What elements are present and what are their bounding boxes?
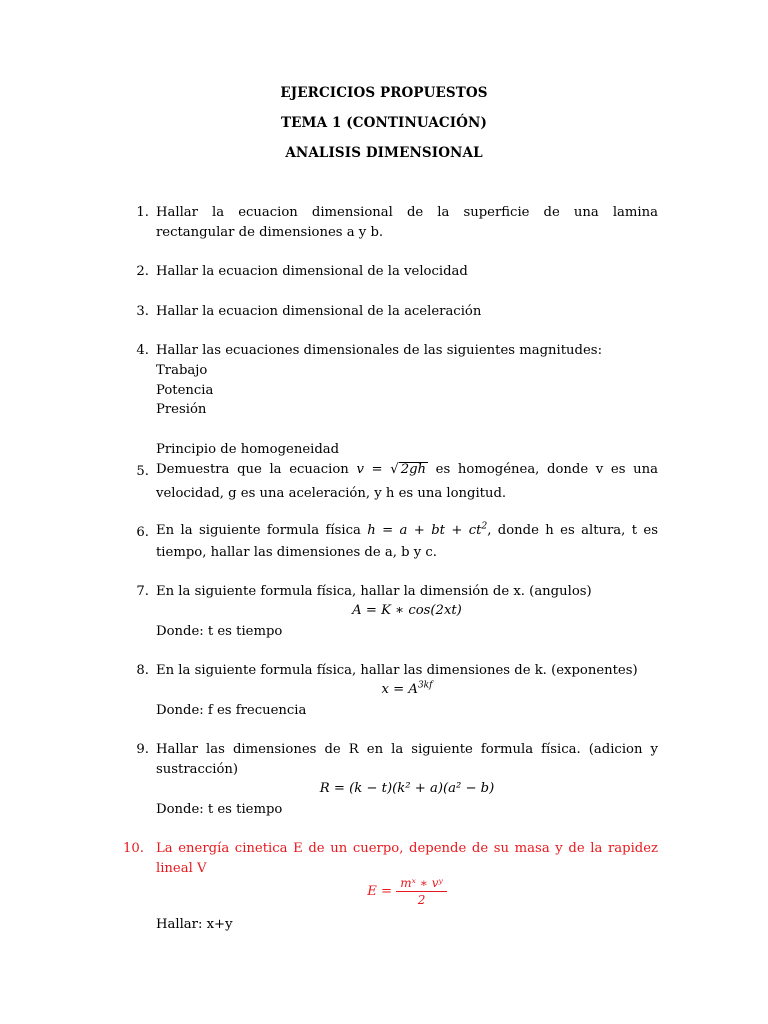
exercise-8-number: 8. <box>136 663 149 678</box>
exercise-8-formula-exponent: 3kf <box>417 680 433 691</box>
exercise-10-fraction <box>396 876 446 907</box>
exercise-10-number: 10. <box>123 841 144 856</box>
exercise-4-item-potencia: Potencia <box>156 383 214 398</box>
exercise-1-line-2: rectangular de dimensiones a y b. <box>156 225 384 240</box>
exercise-10-line-2: lineal V <box>156 861 207 876</box>
exercise-6-line-1 <box>156 523 658 538</box>
exercise-6-line-2: tiempo, hallar las dimensiones de a, b y c. <box>156 545 437 560</box>
exercise-7-note: Donde: t es tiempo <box>156 624 283 639</box>
exercise-6-number: 6. <box>136 525 149 540</box>
exercise-8-note: Donde: f es frecuencia <box>156 703 307 718</box>
exercise-6-formula-exponent: 2 <box>481 521 488 532</box>
exercise-2-number: 2. <box>136 264 149 279</box>
exercise-9-number: 9. <box>136 742 149 757</box>
exercise-10-formula-lhs: E = <box>367 884 397 899</box>
exercise-9-line-2: sustracción) <box>156 762 239 777</box>
exercise-4-item-trabajo: Trabajo <box>156 363 208 378</box>
exercise-5-line-2: velocidad, g es una aceleración, y h es una longitud. <box>156 486 507 501</box>
exercise-5-number: 5. <box>136 464 149 479</box>
exercise-4-item-presion: Presión <box>156 402 207 417</box>
exercise-5-text-after: es homogénea, donde v es una <box>428 462 658 477</box>
exercise-6-formula: h = a + bt + ct <box>367 523 482 538</box>
exercise-3-line-1: Hallar la ecuacion dimensional de la aceleración <box>156 304 482 319</box>
exercise-6-text-after: , donde h es altura, t es <box>487 523 658 538</box>
exercise-10-fraction-denominator: 2 <box>417 893 426 907</box>
header-title-2: TEMA 1 (CONTINUACIÓN) <box>281 115 487 131</box>
section-heading-homogeneidad: Principio de homogeneidad <box>156 442 340 457</box>
exercise-5-line-1: Demuestra que la ecuacion v = √ 2gh es homogénea, donde v es una <box>156 462 658 477</box>
exercise-6-text-before: En la siguiente formula física <box>156 523 368 538</box>
exercise-3-number: 3. <box>136 304 149 319</box>
exercise-5-formula-lhs: v = <box>356 462 391 477</box>
exercise-8-formula-base: x = A <box>381 682 418 697</box>
exercise-4-number: 4. <box>136 343 149 358</box>
exercise-10-fraction-numerator: mˣ ∗ vʸ <box>396 876 446 892</box>
header-title-3: ANALISIS DIMENSIONAL <box>285 145 483 161</box>
exercise-8-formula <box>156 682 658 697</box>
exercise-4-line-1: Hallar las ecuaciones dimensionales de las siguientes magnitudes: <box>156 343 603 358</box>
exercise-7-number: 7. <box>136 584 149 599</box>
exercise-9-note: Donde: t es tiempo <box>156 802 283 817</box>
exercise-1-line-1: Hallar la ecuacion dimensional de la superficie de una lamina <box>156 205 658 220</box>
exercise-9-formula: R = (k − t)(k² + a)(a² − b) <box>319 781 495 796</box>
exercise-2-line-1: Hallar la ecuacion dimensional de la velocidad <box>156 264 468 279</box>
exercise-9-line-1: Hallar las dimensiones de R en la siguiente formula física. (adicion y <box>156 742 658 757</box>
exercise-8-line-1: En la siguiente formula física, hallar las dimensiones de k. (exponentes) <box>156 663 638 678</box>
exercise-5-formula-sqrt: 2gh <box>400 462 427 477</box>
exercise-7-line-1: En la siguiente formula física, hallar la dimensión de x. (angulos) <box>156 584 592 599</box>
exercise-10-line-1: La energía cinetica E de un cuerpo, depende de su masa y de la rapidez <box>156 841 658 856</box>
header-title-1: EJERCICIOS PROPUESTOS <box>280 85 488 101</box>
exercise-10-note: Hallar: x+y <box>156 917 233 932</box>
exercise-1-number: 1. <box>136 205 149 220</box>
exercise-5-text-before: Demuestra que la ecuacion <box>156 462 357 477</box>
exercise-7-formula: A = K ∗ cos(2xt) <box>352 603 462 618</box>
exercise-10-formula <box>156 876 658 907</box>
